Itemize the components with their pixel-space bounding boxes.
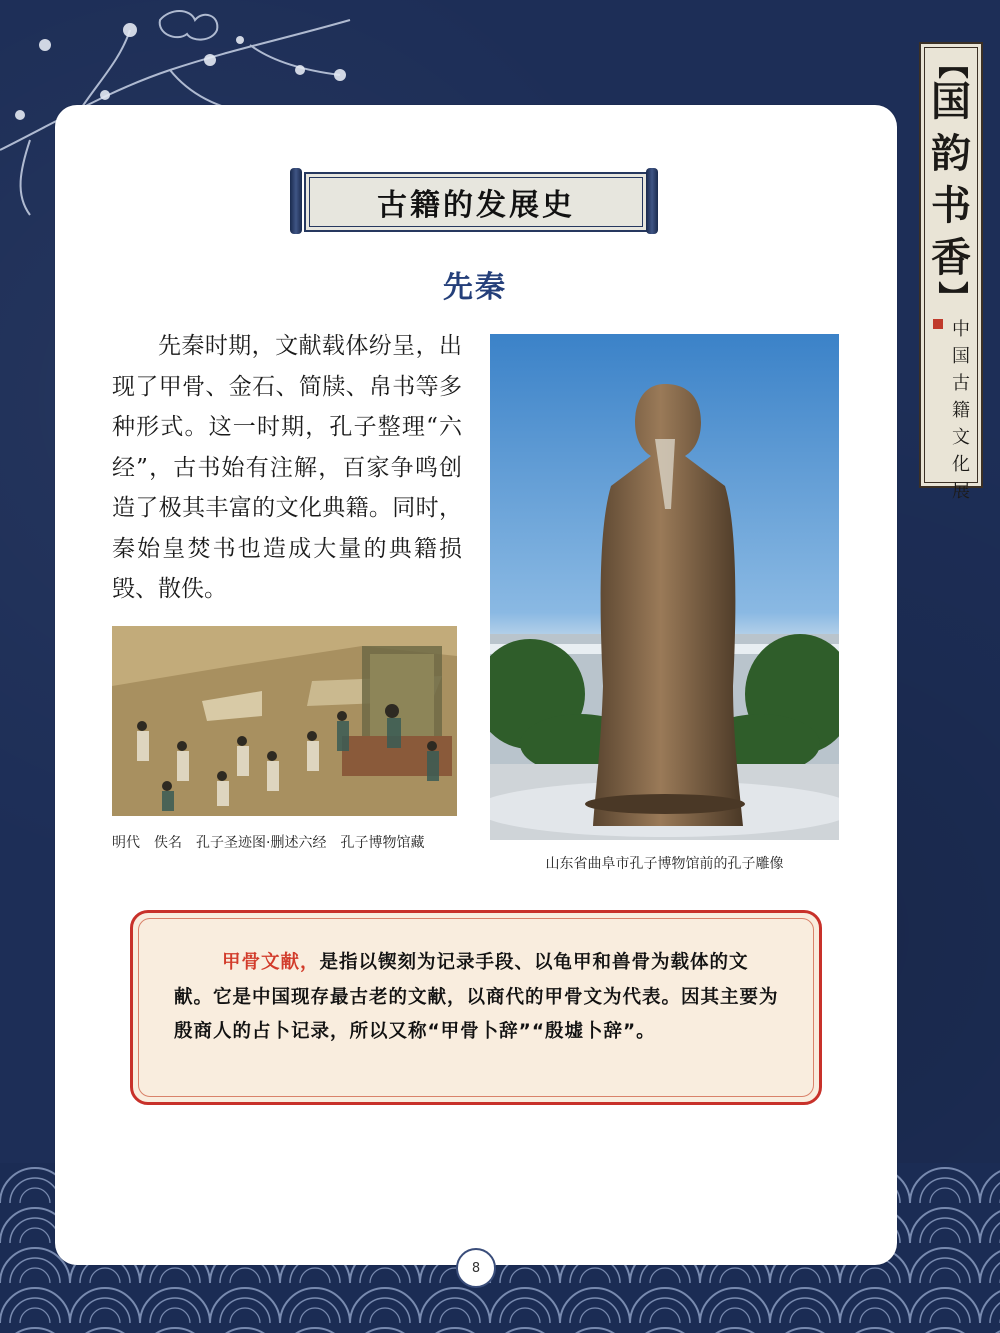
side-sub-char: 化 <box>952 454 970 475</box>
side-title-sub <box>947 316 975 505</box>
section-body-text: 先秦时期，文献载体纷呈，出现了甲骨、金石、简牍、帛书等多种形式。这一时期，孔子整理“六经”，古书始有注解，百家争鸣创造了极其丰富的文化典籍。同时，秦始皇焚书也造成大量的典籍损毁、散佚。 <box>112 333 462 602</box>
scroll-banner <box>290 168 658 234</box>
side-sub-char: 籍 <box>952 400 970 421</box>
side-char: 香 <box>931 234 971 281</box>
section-title: 先秦 <box>443 270 507 305</box>
side-sub-char: 展 <box>952 481 970 502</box>
side-sub-char: 古 <box>952 373 970 394</box>
side-sub-char: 国 <box>952 346 970 367</box>
photo-caption: 山东省曲阜市孔子博物馆前的孔子雕像 <box>545 856 784 872</box>
note-body: 是指以锲刻为记录手段、以龟甲和兽骨为载体的文献。它是中国现存最古老的文献，以商代的甲骨文为代表。因其主要为殷商人的占卜记录，所以又称“甲骨卜辞”“殷墟卜辞”。 <box>174 952 779 1042</box>
page-title: 古籍的发展史 <box>304 172 648 232</box>
confucius-statue-photo <box>490 334 839 840</box>
note-box <box>130 910 822 1105</box>
confucius-painting-image <box>112 626 457 816</box>
page-number: 8 <box>456 1248 496 1288</box>
side-char: 韵 <box>931 130 971 177</box>
bracket-bottom: 】 <box>934 281 969 311</box>
side-title-main <box>921 49 981 311</box>
note-keyword: 甲骨文献， <box>222 952 320 973</box>
scroll-roller-right <box>646 168 658 234</box>
side-sub-char: 文 <box>952 427 970 448</box>
scroll-roller-left <box>290 168 302 234</box>
bracket-top: 【 <box>934 49 969 79</box>
side-sub-char: 中 <box>952 319 970 340</box>
side-char: 书 <box>931 182 971 229</box>
note-text <box>174 946 784 1050</box>
side-title-panel <box>919 42 983 502</box>
painting-caption: 明代 佚名 孔子圣迹图·删述六经 孔子博物馆藏 <box>112 835 425 851</box>
side-char: 国 <box>931 78 971 125</box>
seal-icon <box>933 319 943 329</box>
